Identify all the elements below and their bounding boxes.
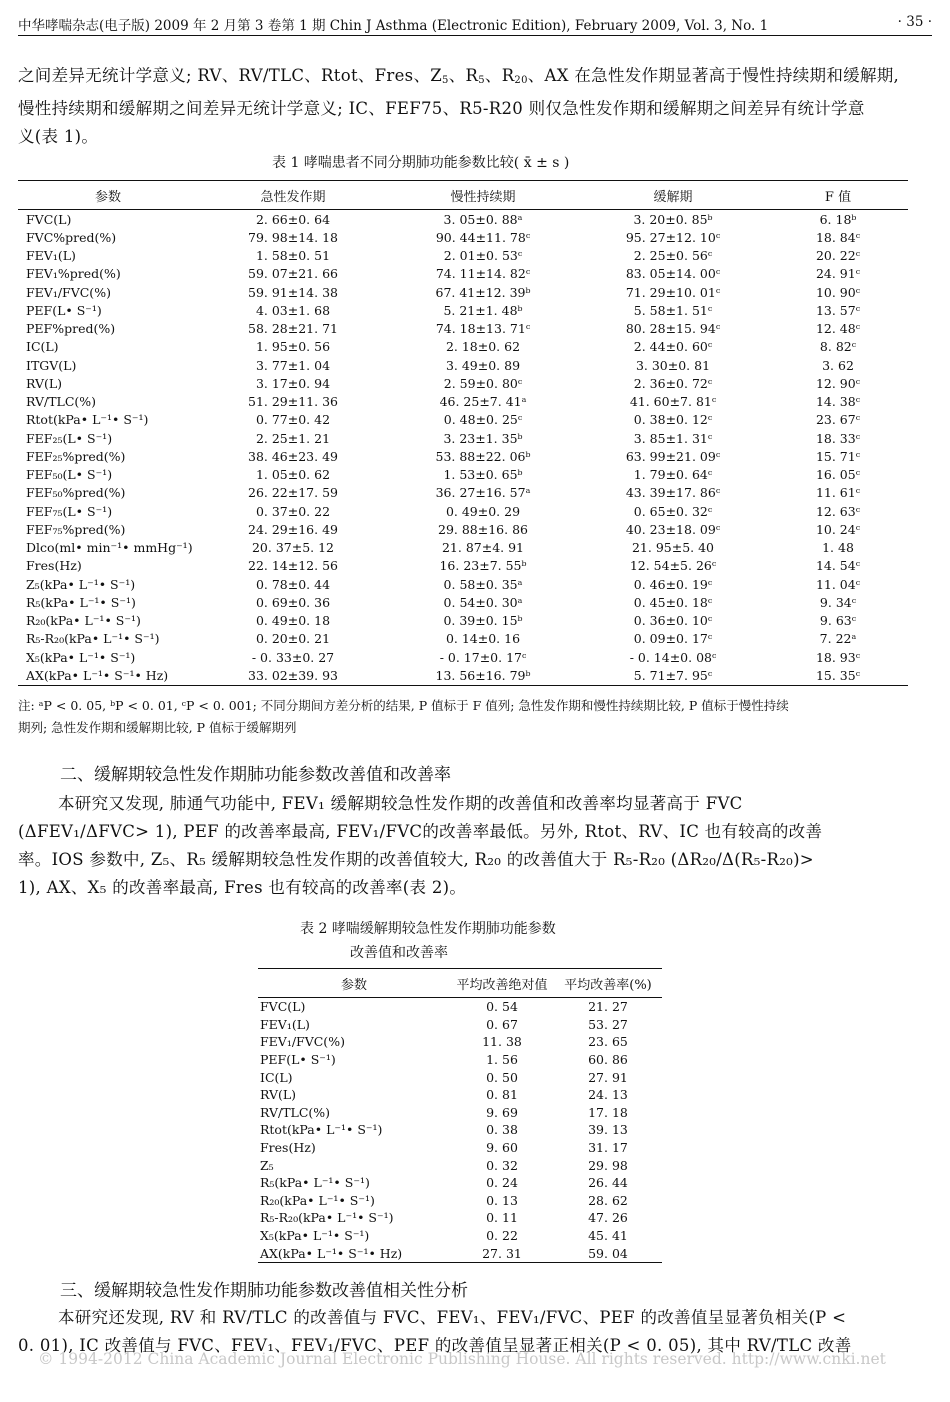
table-cell: 0. 38	[486, 1122, 518, 1138]
table-cell: 1. 05±0. 62	[255, 467, 331, 483]
section2-heading: 二、缓解期较急性发作期肺功能参数改善值和改善率	[60, 765, 451, 785]
table1-row	[18, 466, 908, 484]
table-cell: 0. 38±0. 12ᶜ	[633, 412, 713, 428]
table-cell: 0. 58±0. 35ᵃ	[443, 576, 523, 592]
parameter-label: FEV₁/FVC(%)	[26, 284, 111, 300]
table-cell: 36. 27±16. 57ᵃ	[435, 485, 531, 501]
table-cell: 67. 41±12. 39ᵇ	[435, 284, 531, 300]
table-cell: 79. 98±14. 18	[248, 229, 338, 245]
table1-col-header: F 值	[768, 181, 908, 210]
table2-row	[258, 1244, 662, 1262]
table-cell: 2. 01±0. 53ᶜ	[443, 248, 523, 264]
table-cell: 0. 54±0. 30ᵃ	[443, 594, 523, 610]
table-cell: 14. 54ᶜ	[815, 558, 861, 574]
table-cell: 1. 58±0. 51	[255, 248, 331, 264]
table-cell: 18. 84ᶜ	[815, 229, 861, 245]
table1-row	[18, 502, 908, 520]
table2-caption-line-1: 表 2 哮喘缓解期较急性发作期肺功能参数	[300, 921, 556, 937]
table-cell: 43. 39±17. 86ᶜ	[625, 485, 721, 501]
table-cell: 10. 90ᶜ	[815, 284, 861, 300]
journal-citation: 中华哮喘杂志(电子版) 2009 年 2 月第 3 卷第 1 期 Chin J Asthma (Electronic Edition), February 2009, Vol. 3, No. 1	[18, 18, 769, 34]
table-cell: 1. 48	[822, 540, 854, 556]
table-cell: 0. 36±0. 10ᶜ	[633, 613, 713, 629]
parameter-label: Z₅(kPa• L⁻¹• S⁻¹)	[26, 576, 136, 592]
table-cell: 0. 45±0. 18ᶜ	[633, 594, 713, 610]
intro-line-1: 之间差异无统计学意义; RV、RV/TLC、Rtot、Fres、$Z_5$、$R_5$、$R_{20}$、AX 在急性发作期显著高于慢性持续期和缓解期,	[18, 66, 900, 86]
table1-caption: 表 1 哮喘患者不同分期肺功能参数比较( x̄ ± s )	[272, 155, 570, 171]
table-cell: 11. 04ᶜ	[815, 576, 861, 592]
table-cell: 0. 48±0. 25ᶜ	[443, 412, 523, 428]
table-cell: 12. 90ᶜ	[815, 375, 861, 391]
parameter-label: R₅-R₂₀(kPa• L⁻¹• S⁻¹)	[260, 1210, 394, 1226]
table-cell: 29. 88±16. 86	[438, 521, 528, 537]
table-cell: 22. 14±12. 56	[248, 558, 338, 574]
table-cell: 15. 71ᶜ	[815, 448, 861, 464]
table-cell: 24. 91ᶜ	[815, 266, 861, 282]
table2-row	[258, 1139, 662, 1157]
table1-row	[18, 648, 908, 666]
table1-row	[18, 301, 908, 319]
parameter-label: FEF₅₀(L• S⁻¹)	[26, 467, 113, 483]
parameter-label: R₂₀(kPa• L⁻¹• S⁻¹)	[260, 1192, 375, 1208]
table1-row	[18, 447, 908, 465]
table-cell: 74. 18±13. 71ᶜ	[435, 321, 531, 337]
table1-row	[18, 557, 908, 575]
parameter-label: FEV₁/FVC(%)	[260, 1034, 345, 1050]
parameter-label: FVC(L)	[260, 999, 306, 1015]
table-cell: 1. 56	[486, 1052, 518, 1068]
table1-col-header: 缓解期	[578, 181, 768, 210]
parameter-label: ITGV(L)	[26, 357, 77, 373]
table-cell: 0. 22	[486, 1228, 518, 1244]
parameter-label: Fres(Hz)	[260, 1140, 316, 1156]
table2-header-row	[258, 969, 662, 998]
table1-row	[18, 228, 908, 246]
table-cell: 12. 54±5. 26ᶜ	[629, 558, 717, 574]
table-cell: 18. 33ᶜ	[815, 430, 861, 446]
table1-row	[18, 356, 908, 374]
parameter-label: FVC%pred(%)	[26, 229, 117, 245]
table-cell: 83. 05±14. 00ᶜ	[625, 266, 721, 282]
table-cell: 71. 29±10. 01ᶜ	[625, 284, 721, 300]
table2-row	[258, 1086, 662, 1104]
table1-row	[18, 338, 908, 356]
parameter-label: FEF₂₅%pred(%)	[26, 448, 126, 464]
parameter-label: FEF₇₅%pred(%)	[26, 521, 126, 537]
parameter-label: Rtot(kPa• L⁻¹• S⁻¹)	[26, 412, 149, 428]
table-cell: 1. 95±0. 56	[255, 339, 331, 355]
table-cell: 59. 91±14. 38	[248, 284, 338, 300]
table-cell: 5. 21±1. 48ᵇ	[443, 302, 523, 318]
table1-row	[18, 666, 908, 685]
table-cell: 0. 50	[486, 1069, 518, 1085]
table-cell: 26. 44	[588, 1175, 628, 1191]
table2-row	[258, 1192, 662, 1210]
parameter-label: AX(kPa• L⁻¹• S⁻¹• Hz)	[18, 666, 198, 685]
table-cell: 14. 38ᶜ	[815, 394, 861, 410]
table2-row	[258, 1016, 662, 1034]
table1-note-line-1: 注: ᵃP < 0. 05, ᵇP < 0. 01, ᶜP < 0. 001; 不同分期间方差分析的结果, P 值标于 F 值列; 急性发作期和慢性持续期比较, P 值标于慢性持续	[18, 698, 789, 713]
table1	[18, 180, 908, 686]
table1-col-header: 慢性持续期	[388, 181, 578, 210]
parameter-label: FEF₇₅(L• S⁻¹)	[26, 503, 113, 519]
parameter-label: PEF(L• S⁻¹)	[260, 1052, 336, 1068]
table-cell: 53. 88±22. 06ᵇ	[435, 448, 531, 464]
section2-line-3: 率。IOS 参数中, Z₅、R₅ 缓解期较急性发作期的改善值较大, R₂₀ 的改善值大于 R₅-R₂₀ (ΔR₂₀/Δ(R₅-R₂₀)>	[18, 850, 814, 869]
table-cell: 9. 34ᶜ	[819, 594, 857, 610]
parameter-label: Fres(Hz)	[26, 558, 82, 574]
section2-line-4: 1), AX、X₅ 的改善率最高, Fres 也有较高的改善率(表 2)。	[18, 878, 467, 897]
parameter-label: Rtot(kPa• L⁻¹• S⁻¹)	[260, 1122, 383, 1138]
table-cell: 45. 41	[588, 1228, 628, 1244]
table-cell: 51. 29±11. 36	[248, 394, 338, 410]
table-cell: 23. 65	[588, 1034, 628, 1050]
table-cell: 0. 49±0. 18	[255, 613, 331, 629]
table-cell: 95. 27±12. 10ᶜ	[625, 229, 721, 245]
table-cell: 90. 44±11. 78ᶜ	[435, 229, 531, 245]
table-cell: 58. 28±21. 71	[248, 321, 338, 337]
parameter-label: FEF₂₅(L• S⁻¹)	[26, 430, 113, 446]
table-cell: 38. 46±23. 49	[248, 448, 338, 464]
table2-row	[258, 1051, 662, 1069]
table2-row	[258, 998, 662, 1016]
table-cell: 12. 48ᶜ	[815, 321, 861, 337]
parameter-label: FEF₅₀%pred(%)	[26, 485, 126, 501]
table1-row	[18, 411, 908, 429]
table-cell: 3. 85±1. 31ᶜ	[633, 430, 713, 446]
table-cell: 13. 57ᶜ	[815, 302, 861, 318]
table-cell: 2. 36±0. 72ᶜ	[633, 375, 713, 391]
table-cell: 41. 60±7. 81ᶜ	[629, 394, 717, 410]
table-cell: 0. 20±0. 21	[255, 631, 331, 647]
table-cell: 59. 07±21. 66	[248, 266, 338, 282]
parameter-label: X₅(kPa• L⁻¹• S⁻¹)	[260, 1228, 370, 1244]
table-cell: 53. 27	[588, 1016, 628, 1032]
table-cell: 3. 20±0. 85ᵇ	[633, 211, 713, 227]
table1-row	[18, 612, 908, 630]
section2-line-2: (ΔFEV₁/ΔFVC> 1), PEF 的改善率最高, FEV₁/FVC的改善率最低。另外, Rtot、RV、IC 也有较高的改善	[18, 822, 823, 841]
table-cell: 27. 31	[450, 1244, 554, 1262]
table-cell: 0. 46±0. 19ᶜ	[633, 576, 713, 592]
table-cell: 8. 82ᶜ	[819, 339, 857, 355]
table-cell: 0. 69±0. 36	[255, 594, 331, 610]
parameter-label: RV(L)	[260, 1087, 297, 1103]
table-cell: 2. 66±0. 64	[255, 211, 331, 227]
section3-line-2: 0. 01), IC 改善值与 FVC、FEV₁、FEV₁/FVC、PEF 的改善值呈显著正相关(P < 0. 05), 其中 RV/TLC 改善	[18, 1336, 852, 1355]
copyright-watermark: © 1994-2012 China Academic Journal Electronic Publishing House. All rights reserved. http://www.cnki.net	[38, 1350, 886, 1368]
table-cell: 47. 26	[588, 1210, 628, 1226]
table-cell: 3. 17±0. 94	[255, 375, 331, 391]
table2-row	[258, 1121, 662, 1139]
table-cell: 11. 38	[482, 1034, 522, 1050]
table-cell: 3. 30±0. 81	[635, 357, 711, 373]
table-cell: 3. 77±1. 04	[255, 357, 331, 373]
parameter-label: IC(L)	[26, 339, 59, 355]
table-cell: 6. 18ᵇ	[819, 211, 857, 227]
table-cell: 2. 25±0. 56ᶜ	[633, 248, 713, 264]
parameter-label: R₅-R₂₀(kPa• L⁻¹• S⁻¹)	[26, 631, 160, 647]
table-cell: 5. 58±1. 51ᶜ	[633, 302, 713, 318]
table-cell: 2. 44±0. 60ᶜ	[633, 339, 713, 355]
table1-row	[18, 393, 908, 411]
parameter-label: RV(L)	[26, 375, 63, 391]
table-cell: 0. 77±0. 42	[255, 412, 331, 428]
table-cell: 0. 32	[486, 1157, 518, 1173]
table-cell: 39. 13	[588, 1122, 628, 1138]
table-cell: 24. 29±16. 49	[248, 521, 338, 537]
table1-row	[18, 320, 908, 338]
table-cell: 0. 49±0. 29	[445, 503, 521, 519]
table-cell: 63. 99±21. 09ᶜ	[625, 448, 721, 464]
table-cell: 5. 71±7. 95ᶜ	[578, 666, 768, 685]
table2-caption-line-2: 改善值和改善率	[350, 945, 448, 961]
parameter-label: R₂₀(kPa• L⁻¹• S⁻¹)	[26, 613, 141, 629]
table-cell: 26. 22±17. 59	[248, 485, 338, 501]
page-number: · 35 ·	[897, 14, 932, 30]
parameter-label: R₅(kPa• L⁻¹• S⁻¹)	[26, 594, 136, 610]
table-cell: 3. 05±0. 88ᵃ	[443, 211, 523, 227]
table-cell: 0. 78±0. 44	[255, 576, 331, 592]
table1-row	[18, 210, 908, 229]
table-cell: 16. 23±7. 55ᵇ	[439, 558, 527, 574]
table-cell: 3. 23±1. 35ᵇ	[443, 430, 523, 446]
table1-row	[18, 265, 908, 283]
table-cell: 2. 25±1. 21	[255, 430, 331, 446]
table2	[258, 968, 662, 1263]
intro-line-3: 义(表 1)。	[18, 127, 99, 146]
table-cell: 17. 18	[588, 1104, 628, 1120]
table-cell: - 0. 17±0. 17ᶜ	[439, 649, 527, 665]
table-cell: 13. 56±16. 79ᵇ	[388, 666, 578, 685]
table2-row	[258, 1156, 662, 1174]
table-cell: 1. 53±0. 65ᵇ	[443, 467, 523, 483]
parameter-label: Z₅	[260, 1157, 274, 1173]
table-cell: 0. 54	[486, 999, 518, 1015]
table1-row	[18, 247, 908, 265]
table-cell: 21. 95±5. 40	[631, 540, 715, 556]
section2-line-1: 本研究又发现, 肺通气功能中, FEV₁ 缓解期较急性发作期的改善值和改善率均显著高于 FVC	[58, 794, 743, 813]
table2-row	[258, 1209, 662, 1227]
table1-row	[18, 374, 908, 392]
table-cell: 0. 37±0. 22	[255, 503, 331, 519]
table-cell: 11. 61ᶜ	[815, 485, 861, 501]
table1-row	[18, 575, 908, 593]
table-cell: 27. 91	[588, 1069, 628, 1085]
table-cell: - 0. 33±0. 27	[251, 649, 335, 665]
parameter-label: IC(L)	[260, 1069, 293, 1085]
parameter-label: RV/TLC(%)	[260, 1104, 331, 1120]
table-cell: 3. 62	[822, 357, 854, 373]
table-cell: 46. 25±7. 41ᵃ	[439, 394, 527, 410]
table-cell: 2. 59±0. 80ᶜ	[443, 375, 523, 391]
table-cell: 24. 13	[588, 1087, 628, 1103]
table-cell: 0. 13	[486, 1192, 518, 1208]
table-cell: 40. 23±18. 09ᶜ	[625, 521, 721, 537]
table1-row	[18, 520, 908, 538]
parameter-label: PEF(L• S⁻¹)	[26, 302, 102, 318]
parameter-label: FEV₁%pred(%)	[26, 266, 121, 282]
table1-row	[18, 283, 908, 301]
table2-row	[258, 1174, 662, 1192]
table-cell: 0. 65±0. 32ᶜ	[633, 503, 713, 519]
table-cell: 29. 98	[588, 1157, 628, 1173]
table2-row	[258, 1104, 662, 1122]
table-cell: 33. 02±39. 93	[198, 666, 388, 685]
parameter-label: AX(kPa• L⁻¹• S⁻¹• Hz)	[258, 1244, 450, 1262]
parameter-label: Dlco(ml• min⁻¹• mmHg⁻¹)	[26, 540, 193, 556]
table-cell: 74. 11±14. 82ᶜ	[435, 266, 531, 282]
table-cell: 0. 67	[486, 1016, 518, 1032]
parameter-label: PEF%pred(%)	[26, 321, 116, 337]
section3-heading: 三、缓解期较急性发作期肺功能参数改善值相关性分析	[60, 1281, 468, 1301]
table-cell: - 0. 14±0. 08ᶜ	[629, 649, 717, 665]
table-cell: 7. 22ᵃ	[819, 631, 857, 647]
table-cell: 1. 79±0. 64ᶜ	[633, 467, 713, 483]
table-cell: 80. 28±15. 94ᶜ	[625, 321, 721, 337]
table1-note-line-2: 期列; 急性发作期和缓解期比较, P 值标于缓解期列	[18, 720, 297, 735]
parameter-label: FVC(L)	[26, 211, 72, 227]
table-cell: 31. 17	[588, 1140, 628, 1156]
parameter-label: X₅(kPa• L⁻¹• S⁻¹)	[26, 649, 136, 665]
table1-row	[18, 429, 908, 447]
table1-header-row	[18, 181, 908, 210]
parameter-label: RV/TLC(%)	[26, 394, 97, 410]
parameter-label: R₅(kPa• L⁻¹• S⁻¹)	[260, 1175, 370, 1191]
table-cell: 9. 63ᶜ	[819, 613, 857, 629]
table-cell: 0. 81	[486, 1087, 518, 1103]
table-cell: 28. 62	[588, 1192, 628, 1208]
table-cell: 59. 04	[554, 1244, 662, 1262]
table-cell: 0. 14±0. 16	[445, 631, 521, 647]
table2-col-header: 平均改善绝对值	[450, 969, 554, 998]
table-cell: 9. 69	[486, 1104, 518, 1120]
intro-paragraph	[18, 62, 908, 151]
table-cell: 0. 09±0. 17ᶜ	[633, 631, 713, 647]
table-cell: 60. 86	[588, 1052, 628, 1068]
table-cell: 3. 49±0. 89	[445, 357, 521, 373]
table-cell: 0. 11	[486, 1210, 518, 1226]
table1-col-header: 参数	[18, 181, 198, 210]
table-cell: 21. 87±4. 91	[441, 540, 525, 556]
table-cell: 16. 05ᶜ	[815, 467, 861, 483]
table2-row	[258, 1068, 662, 1086]
table-cell: 9. 60	[486, 1140, 518, 1156]
table-cell: 0. 39±0. 15ᵇ	[443, 613, 523, 629]
table1-row	[18, 593, 908, 611]
table1-row	[18, 630, 908, 648]
table-cell: 10. 24ᶜ	[815, 521, 861, 537]
table2-col-header: 平均改善率(%)	[554, 969, 662, 998]
table1-row	[18, 539, 908, 557]
table-cell: 15. 35ᶜ	[768, 666, 908, 685]
table-cell: 0. 24	[486, 1175, 518, 1191]
table-cell: 23. 67ᶜ	[815, 412, 861, 428]
table1-col-header: 急性发作期	[198, 181, 388, 210]
parameter-label: FEV₁(L)	[260, 1016, 310, 1032]
table-cell: 20. 37±5. 12	[251, 540, 335, 556]
table2-row	[258, 1033, 662, 1051]
table-cell: 12. 63ᶜ	[815, 503, 861, 519]
table2-row	[258, 1227, 662, 1245]
section3-line-1: 本研究还发现, RV 和 RV/TLC 的改善值与 FVC、FEV₁、FEV₁/FVC、PEF 的改善值呈显著负相关(P <	[58, 1308, 847, 1327]
header-rule	[18, 35, 932, 36]
intro-line-2: 慢性持续期和缓解期之间差异无统计学意义; IC、FEF75、R5-R20 则仅急性发作期和缓解期之间差异有统计学意	[18, 99, 865, 118]
table1-note	[18, 695, 908, 739]
parameter-label: FEV₁(L)	[26, 248, 76, 264]
table2-col-header: 参数	[258, 969, 450, 998]
table-cell: 20. 22ᶜ	[815, 248, 861, 264]
section2-paragraph	[18, 790, 908, 902]
table-cell: 18. 93ᶜ	[815, 649, 861, 665]
table-cell: 21. 27	[588, 999, 628, 1015]
table-cell: 2. 18±0. 62	[445, 339, 521, 355]
table1-row	[18, 484, 908, 502]
table-cell: 4. 03±1. 68	[255, 302, 331, 318]
